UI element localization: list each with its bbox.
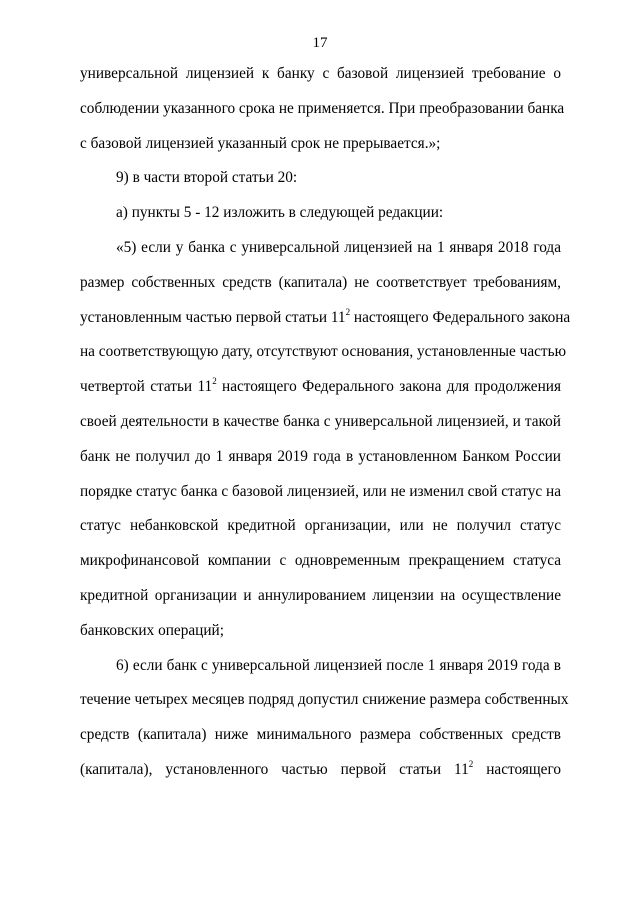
text-line-10-before: четвертой статьи 11 [80, 378, 213, 396]
page-number: 17 [312, 35, 328, 51]
text-line-12: банк не получил до 1 января 2019 года в установленном Банком России [80, 447, 561, 465]
text-line-2: соблюдении указанного срока не применяется. При преобразовании банка [80, 99, 565, 117]
text-line-10-after: настоящего Федерального закона для продолжения [216, 378, 561, 396]
text-line-16: кредитной организации и аннулированием лицензии на осуществление [80, 586, 561, 604]
text-line-8-before: установленным частью первой статьи 11 [80, 308, 346, 326]
text-line-21-before: (капитала), установленного частью первой статьи 11 [80, 760, 469, 778]
superscript: 2 [212, 376, 217, 387]
text-line-1: универсальной лицензией к банку с базовой лицензией требование о [80, 65, 561, 82]
text-line-14: статус небанковской кредитной организации, или не получил статус [80, 517, 561, 535]
text-line-17: банковских операций; [80, 621, 224, 639]
text-line-15: микрофинансовой компании с одновременным прекращением статуса [80, 552, 561, 570]
text-line-21-after: настоящего [473, 760, 561, 778]
text-line-6: «5) если у банка с универсальной лицензией на 1 января 2018 года [116, 238, 561, 256]
text-line-18: 6) если банк с универсальной лицензией после 1 января 2019 года в [116, 656, 561, 674]
text-line-13: порядке статус банка с базовой лицензией, или не изменил свой статус на [80, 482, 562, 500]
text-line-9: на соответствующую дату, отсутствуют основания, установленные частью [80, 343, 567, 361]
text-line-19: течение четырех месяцев подряд допустил снижение размера собственных [80, 691, 569, 709]
text-line-10 [80, 376, 561, 411]
text-line-20: средств (капитала) ниже минимального размера собственных средств [80, 726, 561, 744]
text-line-21 [80, 759, 561, 794]
superscript: 2 [345, 306, 351, 317]
text-line-3: с базовой лицензией указанный срок не прерывается.»; [80, 134, 441, 152]
document-body [80, 63, 571, 794]
superscript: 2 [468, 758, 474, 769]
text-line-11: своей деятельности в качестве банка с универсальной лицензией, и такой [80, 412, 561, 430]
text-line-8 [80, 306, 571, 342]
text-line-5: а) пункты 5 - 12 изложить в следующей редакции: [116, 204, 444, 222]
text-line-8-after: настоящего Федерального закона [350, 308, 571, 326]
text-line-7: размер собственных средств (капитала) не соответствует требованиям, [80, 273, 561, 291]
text-line-4: 9) в части второй статьи 20: [116, 169, 298, 187]
